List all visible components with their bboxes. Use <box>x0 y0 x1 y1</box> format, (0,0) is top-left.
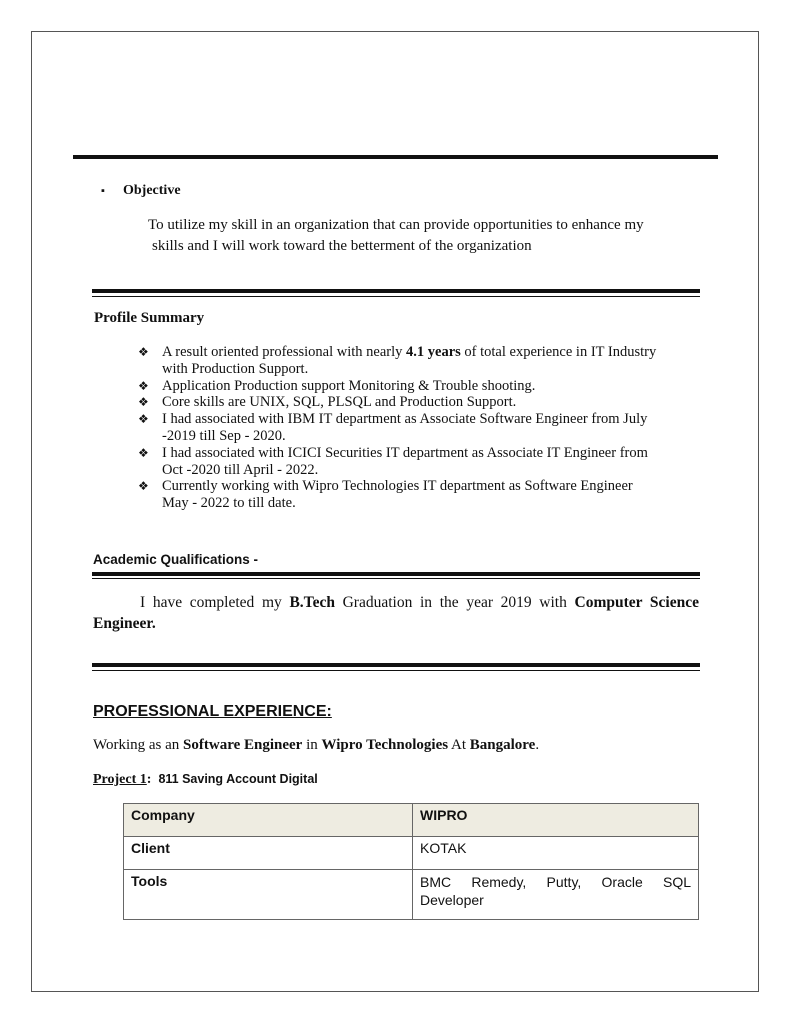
table-cell-key: Company <box>124 804 413 837</box>
project-table <box>123 803 699 920</box>
experience-heading: PROFESSIONAL EXPERIENCE: <box>93 703 332 720</box>
list-item: ❖ Core skills are UNIX, SQL, PLSQL and Production Support. <box>138 394 517 411</box>
profile-summary-list <box>138 344 658 512</box>
table-row <box>124 804 699 837</box>
section-divider <box>92 289 700 297</box>
objective-line-1: To utilize my skill in an organization that can provide opportunities to enhance my <box>148 217 644 233</box>
diamond-bullet-icon: ❖ <box>138 445 149 460</box>
list-item: ❖ Currently working with Wipro Technologies IT department as Software Engineer May - 2022 to till date. <box>138 478 633 512</box>
diamond-bullet-icon: ❖ <box>138 479 149 494</box>
table-cell-value: KOTAK <box>413 837 699 870</box>
project-label: Project 1 <box>93 772 147 787</box>
objective-line-2: skills and I will work toward the betterment of the organization <box>152 238 532 254</box>
table-row <box>124 870 699 920</box>
list-item: ❖ I had associated with IBM IT department as Associate Software Engineer from July -2019 till Sep - 2020. <box>138 411 648 444</box>
header-rule <box>73 155 718 159</box>
objective-text <box>148 215 688 257</box>
table-cell-key: Client <box>124 837 413 870</box>
diamond-bullet-icon: ❖ <box>138 345 149 359</box>
objective-heading: Objective <box>123 183 181 198</box>
academic-text: I have completed my B.Tech Graduation in the year 2019 with Computer Science Engineer. <box>93 594 699 632</box>
profile-summary-heading: Profile Summary <box>94 310 205 326</box>
list-item: ❖ I had associated with ICICI Securities IT department as Associate IT Engineer from Oct -2020 till April - 2022. <box>138 444 648 478</box>
list-item: ❖ A result oriented professional with nearly 4.1 years of total experience in IT Industry with Production Support. <box>138 344 657 377</box>
experience-text: Working as an Software Engineer in Wipro Technologies At Bangalore. <box>93 737 540 753</box>
project-name: 811 Saving Account Digital <box>158 772 318 786</box>
section-divider <box>92 663 700 671</box>
academic-heading: Academic Qualifications - <box>93 552 259 567</box>
table-cell-value: WIPRO <box>413 804 699 837</box>
project-title: Project 1: 811 Saving Account Digital <box>93 772 318 787</box>
table-row <box>124 837 699 870</box>
table-cell-key: Tools <box>124 870 413 920</box>
table-cell-value: BMC Remedy, Putty, Oracle SQL Developer <box>413 870 699 920</box>
diamond-bullet-icon: ❖ <box>138 395 149 410</box>
objective-bullet: ▪ <box>101 185 105 197</box>
diamond-bullet-icon: ❖ <box>138 412 149 427</box>
section-divider <box>92 572 700 579</box>
diamond-bullet-icon: ❖ <box>138 378 149 393</box>
list-item: ❖ Application Production support Monitoring & Trouble shooting. <box>138 377 536 394</box>
